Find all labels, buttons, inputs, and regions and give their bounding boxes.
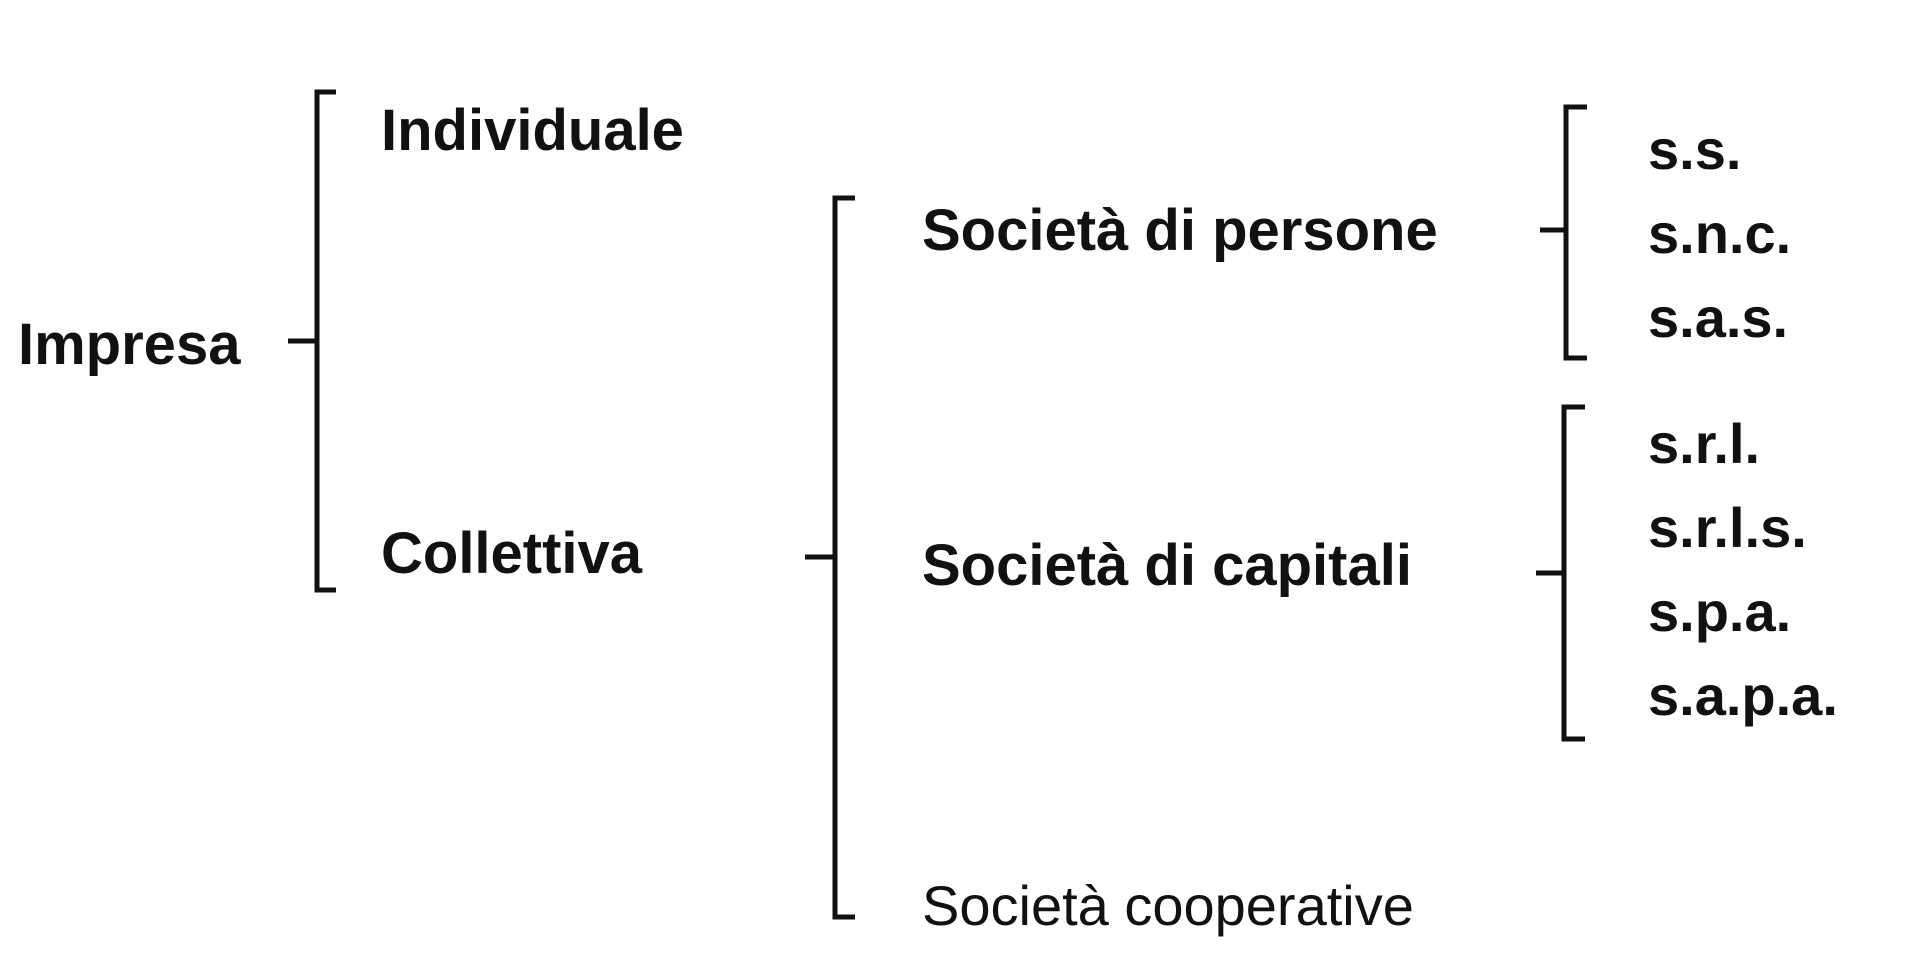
persons-type-item: s.a.s. xyxy=(1648,286,1789,349)
label-societa-cooperative: Società cooperative xyxy=(922,874,1414,937)
persons-bracket xyxy=(1540,107,1587,358)
collective-bracket xyxy=(805,198,855,917)
label-individuale: Individuale xyxy=(381,98,684,163)
label-societa-di-capitali: Società di capitali xyxy=(922,533,1412,598)
capitals-type-item: s.a.p.a. xyxy=(1648,664,1838,727)
persons-type-item: s.n.c. xyxy=(1648,202,1792,265)
capitals-type-item: s.r.l. xyxy=(1648,412,1761,475)
capitals-type-item: s.r.l.s. xyxy=(1648,496,1807,559)
persons-type-item: s.s. xyxy=(1648,118,1742,181)
capitals-bracket xyxy=(1536,407,1585,739)
label-collettiva: Collettiva xyxy=(381,521,643,586)
label-societa-di-persone: Società di persone xyxy=(922,198,1438,263)
capitals-type-item: s.p.a. xyxy=(1648,580,1792,643)
root-bracket xyxy=(288,92,336,590)
root-label-impresa: Impresa xyxy=(18,312,241,377)
